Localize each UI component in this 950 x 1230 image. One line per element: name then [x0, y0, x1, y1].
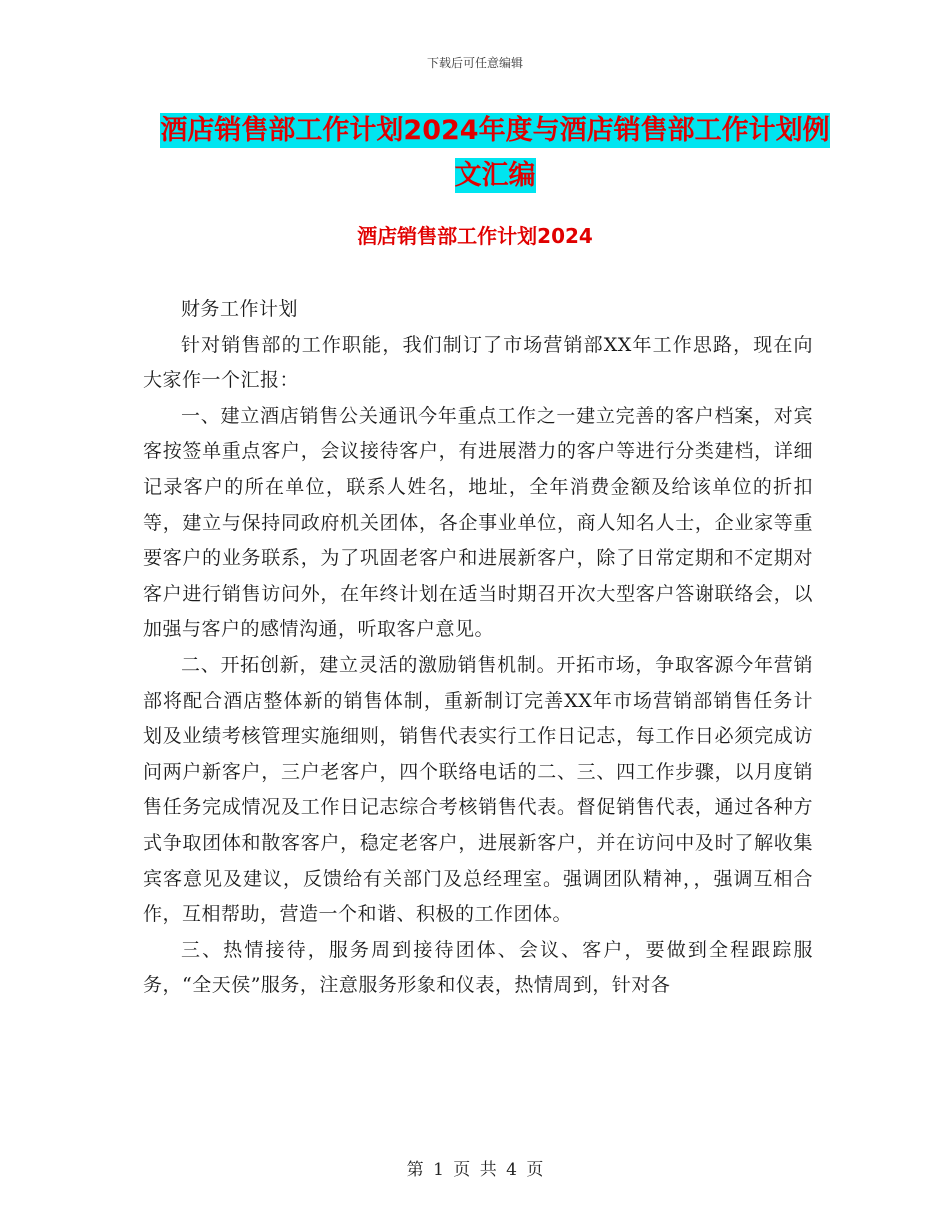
paragraph: 财务工作计划 [181, 298, 299, 320]
document-subtitle: 酒店销售部工作计划2024 [357, 224, 593, 248]
page-number-footer: 第 1 页 共 4 页 [406, 1160, 544, 1180]
paragraph: 二、开拓创新，建立灵活的激励销售机制。开拓市场，争取客源今年营销部将配合酒店整体新的销售体制，重新制订完善XX年市场营销部销售任务计划及业绩考核管理实施细则，销售代表实行工作日记志，每工作日必须完成访问两户新客户，三户老客户，四个联络电话的二、三、四工作步骤，以月度销售任务完成情况及工作日记志综合考核销售代表。督促销售代表，通过各种方式争取团体和散客客户，稳定老客户，进展新客户，并在访问中及时了解收集宾客意见及建议，反馈给有关部门及总经理室。强调团队精神，，强调互相合作，互相帮助，营造一个和谐、积极的工作团体。 [143, 653, 813, 926]
paragraph: 一、建立酒店销售公关通讯今年重点工作之一建立完善的客户档案，对宾客按签单重点客户，会议接待客户，有进展潜力的客户等进行分类建档，详细记录客户的所在单位，联系人姓名，地址，全年消费金额及给该单位的折扣等，建立与保持同政府机关团体，各企事业单位，商人知名人士，企业家等重要客户的业务联系，为了巩固老客户和进展新客户，除了日常定期和不定期对客户进行销售访问外，在年终计划在适当时期召开次大型客户答谢联络会，以加强与客户的感情沟通，听取客户意见。 [143, 404, 813, 641]
document-body [143, 292, 813, 1004]
document-title [150, 108, 840, 198]
paragraph: 针对销售部的工作职能，我们制订了市场营销部XX年工作思路，现在向大家作一个汇报： [143, 333, 813, 392]
header-note: 下载后可任意编辑 [426, 56, 523, 70]
document-title-text: 酒店销售部工作计划2024年度与酒店销售部工作计划例文汇编 [160, 115, 830, 191]
paragraph: 三、热情接待，服务周到接待团体、会议、客户，要做到全程跟踪服务，“全天侯”服务，注意服务形象和仪表，热情周到，针对各 [143, 938, 813, 997]
